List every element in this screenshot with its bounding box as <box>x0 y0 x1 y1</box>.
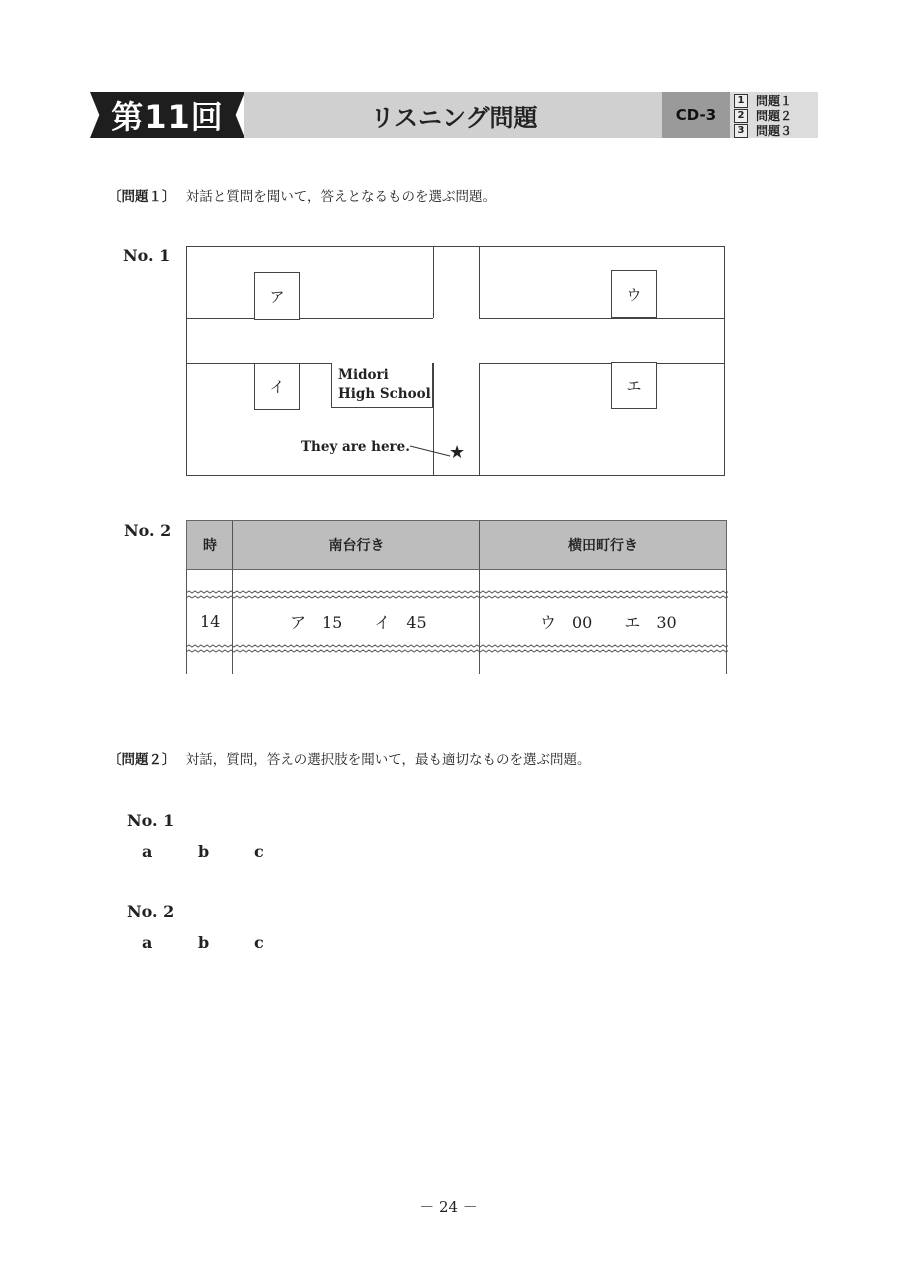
choice-row <box>142 933 294 952</box>
question-label: No. 1 <box>123 246 171 265</box>
page-title: リスニング問題 <box>370 103 538 132</box>
street-map <box>186 246 725 476</box>
location-box-e: エ <box>611 362 657 409</box>
choice-b: b <box>198 933 210 952</box>
choice-a: a <box>142 933 153 952</box>
question-label: No. 2 <box>127 902 175 921</box>
cell-minamidai: ア 15 イ 45 <box>290 612 427 632</box>
school-label: Midori High School <box>331 363 433 408</box>
choice-c: c <box>254 842 264 861</box>
cd-track-label: CD-3 <box>662 92 730 138</box>
problem2-instruction: 〔問題２〕 対話，質問，答えの選択肢を聞いて，最も適切なものを選ぶ問題。 <box>108 752 591 768</box>
problem-list-item: 1 問題１ <box>734 93 792 108</box>
problem1-instruction: 〔問題１〕 対話と質問を聞いて，答えとなるものを選ぶ問題。 <box>108 189 497 205</box>
choice-row <box>142 842 294 861</box>
problem-list-item: 2 問題２ <box>734 108 792 123</box>
location-box-u: ウ <box>611 270 657 318</box>
header-hour: 時 <box>203 538 217 554</box>
here-label: They are here. <box>301 439 410 455</box>
problem-list-item: 3 問題３ <box>734 123 792 138</box>
cell-hour: 14 <box>200 611 221 631</box>
location-box-a: ア <box>254 272 300 320</box>
choice-c: c <box>254 933 264 952</box>
lesson-number: 第11回 <box>111 98 224 136</box>
choice-a: a <box>142 842 153 861</box>
choice-b: b <box>198 842 210 861</box>
problem-list <box>730 92 818 138</box>
page-number: － 24 － <box>419 1198 478 1216</box>
cell-yokotacho: ウ 00 エ 30 <box>540 612 677 632</box>
star-icon: ★ <box>449 442 466 463</box>
question-label: No. 1 <box>127 811 175 830</box>
question-label: No. 2 <box>124 521 172 540</box>
header-minamidai: 南台行き <box>328 538 385 554</box>
location-box-i: イ <box>254 363 300 410</box>
header-yokotacho: 横田町行き <box>568 538 638 554</box>
timetable-header <box>186 520 727 570</box>
